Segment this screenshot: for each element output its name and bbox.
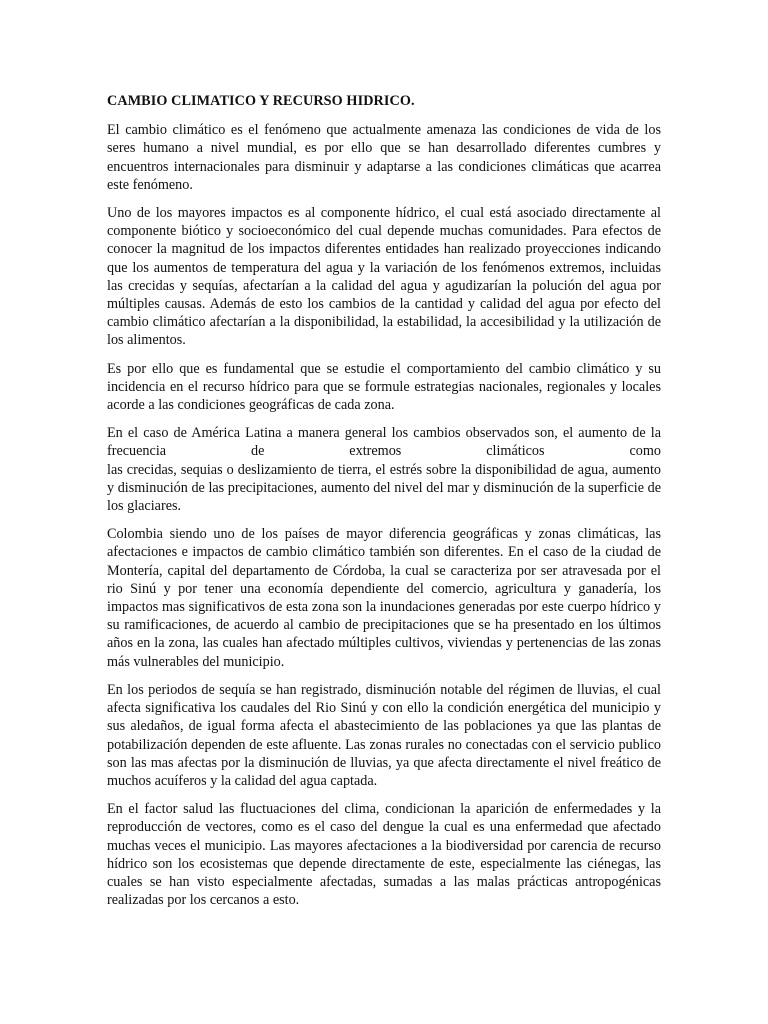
paragraph-2: Uno de los mayores impactos es al componente hídrico, el cual está asociado directamente al componente biótico y socioeconómico del cual depende muchas comunidades. Para efectos de conocer la magnitud de los impactos diferentes entidades han realizado proyecciones indicando que los aumentos de temperatura del agua y la variación de los fenómenos extremos, incluidas las crecidas y sequías, afectarían a la calidad del agua y agudizarían la polución del agua por múltiples causas. Además de esto los cambios de la cantidad y calidad del agua por efecto del cambio climático afectarían a la disponibilidad, la estabilidad, la accesibilidad y la utilización de los alimentos. [107,205,661,349]
document-title: CAMBIO CLIMATICO Y RECURSO HIDRICO. [107,93,415,109]
paragraph-4-rest: las crecidas, sequias o deslizamiento de tierra, el estrés sobre la disponibilidad de agua, aumento y disminución de las precipitaciones, aumento del nivel del mar y disminución de la superficie de los glaciares. [107,461,661,515]
paragraph-7: En el factor salud las fluctuaciones del clima, condicionan la aparición de enfermedades y la reproducción de vectores, como es el caso del dengue la cual es una enfermedad que afectado muchas veces el municipio. Las mayores afectaciones a la biodiversidad por carencia de recurso hídrico son los ecosistemas que depende directamente de este, especialmente las ciénegas, las cuales se han visto especialmente afectadas, sumadas a las malas prácticas antropogénicas realizadas por los cercanos a esto. [107,801,661,909]
paragraph-3: Es por ello que es fundamental que se estudie el comportamiento del cambio climático y su incidencia en el recurso hídrico para que se formule estrategias nacionales, regionales y locales acorde a las condiciones geográficas de cada zona. [107,360,661,414]
paragraph-6: En los periodos de sequía se han registrado, disminución notable del régimen de lluvias, el cual afecta significativa los caudales del Rio Sinú y con ello la condición energética del municipio y sus aledaños, de igual forma afecta el abastecimiento de las poblaciones ya que las plantas de potabilización dependen de este afluente. Las zonas rurales no conectadas con el servicio publico son las mas afectas por la disminución de lluvias, ya que afecta directamente el nivel freático de muchos acuíferos y la calidad del agua captada. [107,681,661,789]
paragraph-4-first-lines: En el caso de América Latina a manera general los cambios observados son, el aumento de la frecuencia de extremos climáticos como [107,425,661,460]
paragraph-1: El cambio climático es el fenómeno que actualmente amenaza las condiciones de vida de los seres humano a nivel mundial, es por ello que se han desarrollado diferentes cumbres y encuentros internacionales para disminuir y adaptarse a las condiciones climáticas que acarrea este fenómeno. [107,122,661,193]
document-page [107,92,661,919]
paragraph-4 [107,424,661,515]
paragraph-5: Colombia siendo uno de los países de mayor diferencia geográficas y zonas climáticas, las afectaciones e impactos de cambio climático también son diferentes. En el caso de la ciudad de Montería, capital del departamento de Córdoba, la cual se caracteriza por ser atravesada por el rio Sinú y por tener una economía dependiente del comercio, agricultura y ganadería, los impactos mas significativos de esta zona son la inundaciones generadas por este cuerpo hídrico y su ramificaciones, de acuerdo al cambio de precipitaciones que se ha presentado en los últimos años en la zona, las cuales han afectado múltiples cultivos, viviendas y pertenencias de las zonas más vulnerables del municipio. [107,526,661,670]
